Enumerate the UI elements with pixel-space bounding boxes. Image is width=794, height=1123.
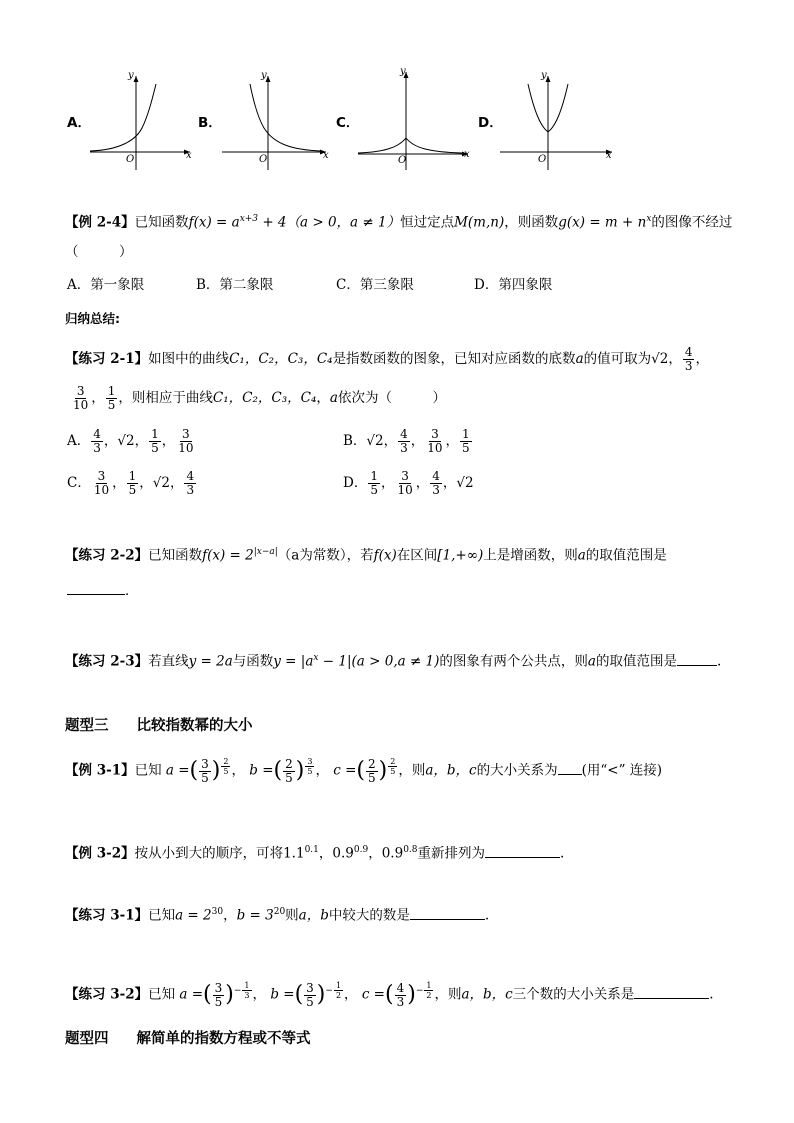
graph-b-y-label: y bbox=[261, 70, 267, 81]
graph-b-origin: O bbox=[259, 154, 268, 165]
option-b: B．第二象限 bbox=[196, 277, 274, 293]
practice-3-2-stem: 【练习 3-2】已知 a =( $\frac{3}{5}$ )$^{- \frac{1}{3}}$ ， b =( $\frac{3}{5}$ )$^{- \frac{1}{2}}$ ， c =( $\frac{4}{3}$ )$^{- \frac{1}{2}}$ ，则a，b，c三个数的大小关系是 . bbox=[65, 980, 714, 1009]
graph-d-y-label: y bbox=[541, 70, 547, 81]
practice-2-1-option-c: C． $\frac{3}{10}$ ， $\frac{1}{5}$ ，√2， $\frac{4}{3}$ bbox=[67, 469, 195, 497]
section-heading-3: 题型三 比较指数幂的大小 bbox=[65, 718, 253, 734]
graph-c-label: C． bbox=[336, 115, 360, 131]
practice-2-2-stem: 【练习 2-2】已知函数$f(x) = 2^{|x-a|}(a$为常数），若f(x)在区间[1,+∞)上是增函数，则a的取值范围是 bbox=[65, 547, 667, 564]
graph-d-origin: O bbox=[538, 154, 547, 165]
example-3-1-stem: 【例 3-1】已知 a =( $\frac{3}{5}$ ) $^{\frac{2}{5}}$ ， b =( $\frac{2}{5}$ ) $^{\frac{3}{5}}$ ， c =( $\frac{2}{5}$ ) $^{\frac{2}{5}}$ ，则a，b，c的大小关系为 (用“<” 连接) bbox=[65, 756, 663, 785]
answer-blank[interactable] bbox=[67, 580, 125, 595]
summary-label: 归纳总结: bbox=[65, 311, 120, 326]
graph-c bbox=[358, 66, 478, 174]
practice-2-1-option-b: B．√2， $\frac{4}{3}$ ， $\frac{3}{10}$ ， $\frac{1}{5}$ bbox=[343, 427, 470, 455]
answer-blank[interactable] bbox=[558, 760, 582, 775]
answer-blank[interactable] bbox=[485, 843, 560, 858]
answer-blank[interactable] bbox=[634, 984, 709, 999]
practice-2-1-stem: 【练习 2-1】如图中的曲线C₁，C₂，C₃，C₄是指数函数的图象，已知对应函数的底数a的值可取为√2， $\frac{4}{3}$ ， bbox=[65, 345, 709, 373]
graph-c-y-label: y bbox=[400, 66, 406, 77]
example-tag: 【例 2-4】 bbox=[65, 214, 135, 231]
practice-2-1-option-d: D． $\frac{1}{5}$ ， $\frac{3}{10}$ ， $\frac{4}{3}$ ，√2 bbox=[343, 469, 474, 497]
graph-d-x-label: x bbox=[606, 150, 612, 161]
graph-d-label: D． bbox=[478, 115, 503, 131]
graph-b bbox=[222, 70, 332, 174]
graph-c-origin: O bbox=[398, 155, 407, 166]
option-a: A．第一象限 bbox=[67, 277, 145, 293]
example-3-2-stem: 【例 3-2】按从小到大的顺序，可将$1.1^{0.1}$，$0.9^{0.9}$，$0.9^{0.8}$重新排列为 . bbox=[65, 841, 564, 863]
graph-b-label: B． bbox=[198, 115, 222, 131]
section-heading-4: 题型四 解简单的指数方程或不等式 bbox=[65, 1031, 311, 1047]
graph-d bbox=[500, 70, 620, 174]
graph-a bbox=[90, 70, 200, 174]
practice-2-3-stem: 【练习 2-3】若直线y = 2a与函数$y = |a^x - 1|(a > 0,a \ne 1)$的图象有两个公共点，则a的取值范围是 . bbox=[65, 649, 721, 671]
graph-b-svg bbox=[222, 70, 332, 170]
practice-2-1-stem-cont: $\frac{3}{10}$ ， $\frac{1}{5}$ ，则相应于曲线C₁，C₂，C₃，C₄，a依次为（ ） bbox=[73, 384, 446, 412]
practice-3-1-stem: 【练习 3-1】已知$a = 2^{30}$，$b = 3^{20}$则a，b中较大的数是 . bbox=[65, 903, 489, 925]
graph-c-svg bbox=[358, 66, 478, 170]
example-2-4-stem: 【例 2-4】已知函数$f(x) = a^{x+3} + 4(a > 0$，a ≠ 1）恒过定点M(m,n)，则函数$g(x) = m + n^x$的图像不经过 bbox=[65, 214, 733, 231]
practice-2-2-answer: ． bbox=[67, 580, 139, 600]
option-c: C．第三象限 bbox=[336, 277, 414, 293]
practice-2-1-option-a: A． $\frac{4}{3}$ ，√2， $\frac{1}{5}$ ， $\frac{3}{10}$ bbox=[67, 427, 194, 455]
graph-a-svg bbox=[90, 70, 200, 170]
answer-blank[interactable] bbox=[410, 905, 485, 920]
graph-a-origin: O bbox=[126, 154, 135, 165]
graph-c-x-label: x bbox=[464, 149, 470, 160]
option-d: D．第四象限 bbox=[474, 277, 553, 293]
graph-a-x-label: x bbox=[186, 150, 192, 161]
graph-a-y-label: y bbox=[128, 70, 134, 81]
graph-b-x-label: x bbox=[323, 150, 329, 161]
graph-a-label: A． bbox=[67, 115, 91, 131]
answer-blank[interactable] bbox=[677, 651, 717, 666]
example-2-4-paren: （ ） bbox=[65, 244, 133, 260]
graph-d-svg bbox=[500, 70, 620, 170]
